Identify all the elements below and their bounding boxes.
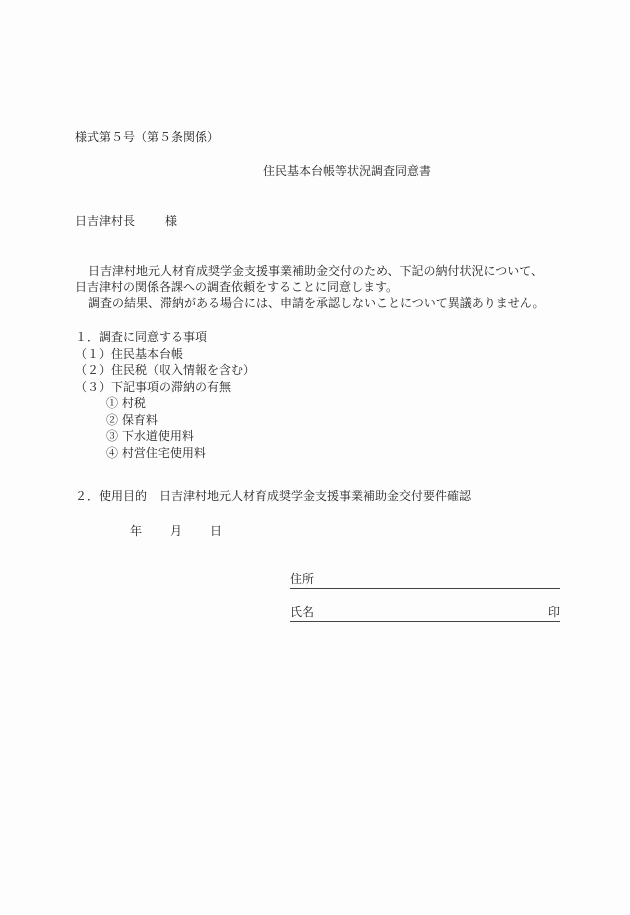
paragraph-line-2: 日吉津村の関係各課への調査依頼をすることに同意します。 <box>75 280 399 294</box>
section1-subitem: ① 村税 <box>106 396 146 410</box>
address-label: 住所 <box>290 572 315 586</box>
section1-item: （２）住民税（収入情報を含む） <box>75 363 256 377</box>
section1-subitem: ④ 村営住宅使用料 <box>106 445 206 460</box>
section1-item: （３）下記事項の滞納の有無 <box>75 379 232 394</box>
date-year: 年 <box>130 524 143 538</box>
seal-label: 印 <box>547 605 560 619</box>
section1-subitem: ② 保育料 <box>106 412 158 427</box>
form-number: 様式第５号（第５条関係） <box>75 130 220 144</box>
paragraph-line-3: 調査の結果、滞納がある場合には、申請を承認しないことについて異議ありません。 <box>88 296 545 310</box>
name-field[interactable] <box>290 604 560 622</box>
section-purpose <box>75 488 471 504</box>
addressee-honorific: 様 <box>165 214 178 228</box>
purpose-label: ２．使用目的 <box>75 489 148 503</box>
consent-paragraph <box>75 263 595 311</box>
paragraph-line-1: 日吉津村地元人材育成奨学金支援事業補助金交付のため、下記の納付状況について、 <box>88 264 544 278</box>
date-day: 日 <box>210 524 223 538</box>
addressee-name: 日吉津村長 <box>75 214 136 228</box>
date-month: 月 <box>170 524 183 538</box>
address-field[interactable] <box>290 571 560 589</box>
date-field[interactable] <box>130 523 222 539</box>
section-consent-items <box>75 329 255 461</box>
name-label: 氏名 <box>290 605 315 619</box>
section1-heading: １．調査に同意する事項 <box>75 330 208 344</box>
addressee <box>75 213 177 229</box>
purpose-text: 日吉津村地元人材育成奨学金支援事業補助金交付要件確認 <box>159 489 472 503</box>
section1-subitem: ③ 下水道使用料 <box>106 429 194 443</box>
section1-item: （１）住民基本台帳 <box>75 346 184 361</box>
document-title: 住民基本台帳等状況調査同意書 <box>263 164 432 178</box>
